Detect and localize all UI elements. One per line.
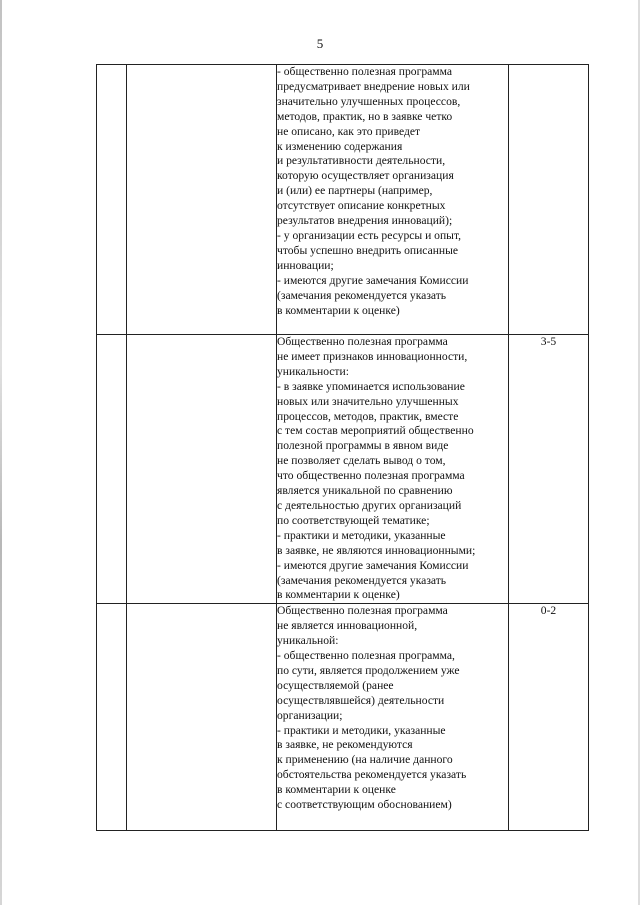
- description-line: в заявке, не являются инновационными;: [277, 543, 476, 557]
- description-line: с соответствующим обоснованием): [277, 798, 452, 812]
- description-line: организации;: [277, 708, 343, 722]
- description-line: по сути, является продолжением уже: [277, 663, 460, 677]
- number-cell: [97, 335, 127, 604]
- page-number: 5: [316, 36, 324, 51]
- description-line: значительно улучшенных процессов,: [277, 94, 461, 108]
- criterion-name-cell: [127, 65, 277, 335]
- description-line: уникальности:: [277, 364, 349, 378]
- description-line: что общественно полезная программа: [277, 469, 465, 483]
- score-cell: 3-5: [509, 335, 589, 604]
- description-line: процессов, методов, практик, вместе: [277, 409, 459, 423]
- description-line: является уникальной по сравнению: [277, 484, 453, 498]
- table-row: [97, 604, 589, 831]
- description-line: результатов внедрения инноваций);: [277, 214, 453, 228]
- description-line: - в заявке упоминается использование: [277, 379, 465, 393]
- description-line: осуществляемой (ранее: [277, 678, 394, 692]
- description-line: предусматривает внедрение новых или: [277, 79, 470, 93]
- number-cell: [97, 604, 127, 831]
- description-line: полезной программы в явном виде: [277, 439, 449, 453]
- criteria-table: [96, 64, 589, 831]
- score-cell: [509, 65, 589, 335]
- criterion-name-cell: [127, 335, 277, 604]
- description-line: Общественно полезная программа: [277, 335, 448, 348]
- description-line: - у организации есть ресурсы и опыт,: [277, 228, 462, 242]
- description-line: не описано, как это приведет: [277, 124, 421, 138]
- description-line: Общественно полезная программа: [277, 604, 448, 618]
- description-line: - практики и методики, указанные: [277, 723, 446, 737]
- description-line: методов, практик, но в заявке четко: [277, 109, 453, 123]
- criterion-description-cell: [277, 65, 509, 335]
- description-line: с деятельностью других организаций: [277, 498, 462, 512]
- description-line: - общественно полезная программа: [277, 65, 453, 78]
- criterion-description-cell: [277, 604, 509, 831]
- criterion-description-cell: [277, 335, 509, 604]
- table-row: [97, 335, 589, 604]
- description-line: к изменению содержания: [277, 139, 403, 153]
- description-line: не является инновационной,: [277, 619, 418, 633]
- description-line: - общественно полезная программа,: [277, 649, 455, 663]
- description-line: обстоятельства рекомендуется указать: [277, 768, 467, 782]
- description-line: - практики и методики, указанные: [277, 528, 446, 542]
- description-line: по соответствующей тематике;: [277, 513, 430, 527]
- description-line: с тем состав мероприятий общественно: [277, 424, 474, 438]
- description-line: уникальной:: [277, 634, 339, 648]
- number-cell: [97, 65, 127, 335]
- description-line: и результативности деятельности,: [277, 154, 446, 168]
- score-cell: 0-2: [509, 604, 589, 831]
- scan-left-edge: [0, 0, 2, 905]
- description-line: и (или) ее партнеры (например,: [277, 184, 433, 198]
- description-line: инновации;: [277, 258, 334, 272]
- description-line: в заявке, не рекомендуются: [277, 738, 413, 752]
- description-line: не позволяет сделать вывод о том,: [277, 454, 446, 468]
- description-line: в комментарии к оценке: [277, 783, 396, 797]
- description-line: - имеются другие замечания Комиссии: [277, 558, 469, 572]
- table-row: [97, 65, 589, 335]
- description-line: (замечания рекомендуется указать: [277, 288, 447, 302]
- description-line: осуществлявшейся) деятельности: [277, 693, 445, 707]
- description-line: новых или значительно улучшенных: [277, 394, 459, 408]
- description-line: отсутствует описание конкретных: [277, 199, 446, 213]
- description-line: не имеет признаков инновационности,: [277, 349, 468, 363]
- description-line: (замечания рекомендуется указать: [277, 573, 447, 587]
- description-line: в комментарии к оценке): [277, 303, 400, 317]
- description-line: которую осуществляет организация: [277, 169, 454, 183]
- description-line: к применению (на наличие данного: [277, 753, 453, 767]
- criterion-name-cell: [127, 604, 277, 831]
- description-line: чтобы успешно внедрить описанные: [277, 243, 459, 257]
- description-line: в комментарии к оценке): [277, 588, 400, 602]
- description-line: - имеются другие замечания Комиссии: [277, 273, 469, 287]
